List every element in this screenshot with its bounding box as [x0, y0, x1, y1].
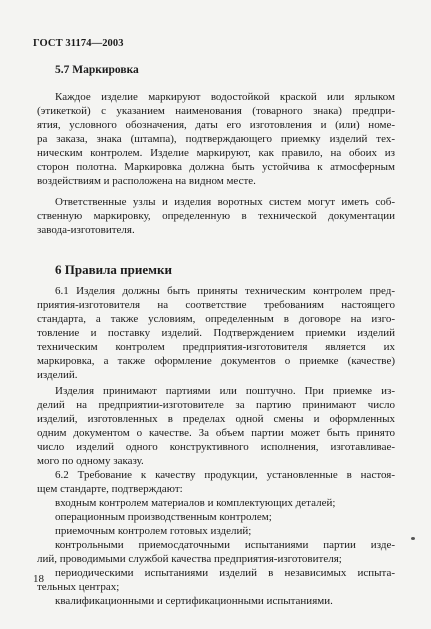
text-line: число изделий одного конструктивного исполнения, изготавливае- — [37, 441, 395, 453]
text-line: 6.2 Требование к качеству продукции, установленные в настоя- — [55, 469, 395, 481]
text-line: делий на предприятии-изготовителе за партию принимают число — [37, 399, 395, 411]
text-line: одним документом о качестве. За объем партии может быть принято — [37, 427, 395, 439]
text-line: приятия-изготовителя на соответствие требованиям настоящего — [37, 299, 395, 311]
margin-mark — [411, 537, 415, 540]
text-line: техническим контролем предприятия-изготовителя является их — [37, 341, 395, 353]
document-header: ГОСТ 31174—2003 — [33, 38, 124, 49]
text-line: 6.1 Изделия должны быть приняты техническим контролем пред- — [55, 285, 395, 297]
text-line: товление и поставку изделий. Подтверждением приемки изделий — [37, 327, 395, 339]
text-line: Ответственные узлы и изделия воротных систем могут иметь соб- — [55, 196, 395, 208]
text-line: завода-изготовителя. — [37, 224, 135, 236]
text-line: квалификационными и сертификационными испытаниями. — [55, 595, 333, 607]
text-line: операционным производственным контролем; — [55, 511, 272, 523]
text-line: ническим контролем. Изделие маркируют, как правило, на обоих из — [37, 147, 395, 159]
text-line: мого по одному заказу. — [37, 455, 144, 467]
text-line: ра заказа, знака (штампа), подтверждающего приемку изделий тех- — [37, 133, 395, 145]
text-line: щем стандарте, подтверждают: — [37, 483, 183, 495]
text-line: контрольными приемосдаточными испытаниями партии изде- — [55, 539, 395, 551]
text-line: приемочным контролем готовых изделий; — [55, 525, 252, 537]
text-line: (этикеткой) с указанием наименования (товарного знака) предпри- — [37, 105, 395, 117]
text-line: тельных центрах; — [37, 581, 120, 593]
text-line: ятия, условного обозначения, даты его изготовления и (или) номе- — [37, 119, 395, 131]
text-line: входным контролем материалов и комплектующих деталей; — [55, 497, 336, 509]
text-line: Каждое изделие маркируют водостойкой краской или ярлыком — [55, 91, 395, 103]
text-line: Изделия принимают партиями или поштучно. При приемке из- — [55, 385, 395, 397]
text-line: изделий. — [37, 369, 78, 381]
text-line: сторон полотна. Маркировка должна быть устойчива к атмосферным — [37, 161, 395, 173]
text-line: лий, проводимыми службой качества предприятия-изготовителя; — [37, 553, 342, 565]
text-line: периодическими испытаниями изделий в независимых испыта- — [55, 567, 395, 579]
text-line: воздействиям и расположена на видном месте. — [37, 175, 256, 187]
text-line: стандарта, а также условиям, определенным в договоре на изго- — [37, 313, 395, 325]
text-line: маркировка, а также оформление документов о приемке (качестве) — [37, 355, 395, 367]
text-line: изделий, изготовленных в пределах одной смены и оформленных — [37, 413, 395, 425]
subsection-heading: 5.7 Маркировка — [55, 64, 139, 76]
page-number: 18 — [33, 573, 44, 585]
text-line: ственную маркировку, определенную в технической документации — [37, 210, 395, 222]
section-heading: 6 Правила приемки — [55, 262, 172, 277]
